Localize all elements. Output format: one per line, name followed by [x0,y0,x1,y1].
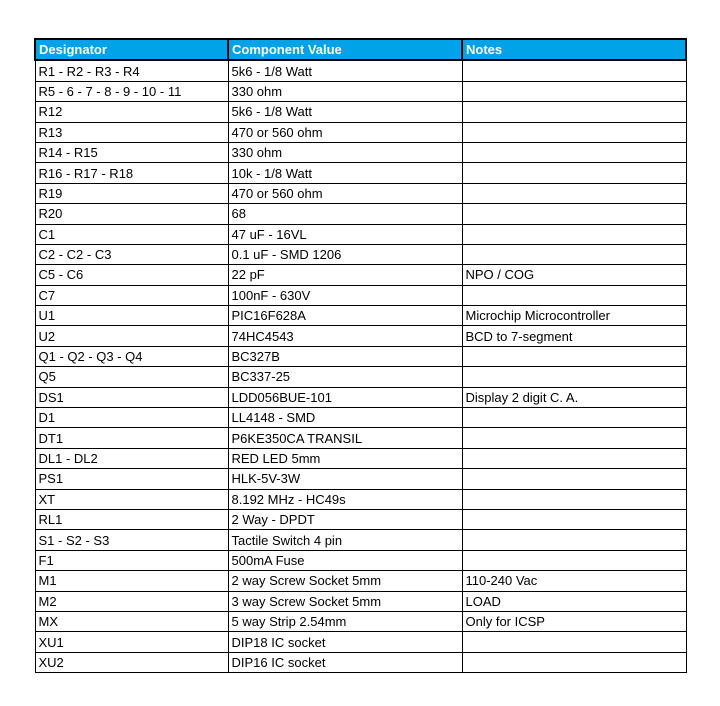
designator-cell: U2 [35,326,228,346]
designator-cell: DL1 - DL2 [35,448,228,468]
designator-cell: DT1 [35,428,228,448]
table-row [35,306,686,326]
table-row [35,652,686,672]
component-value-cell: HLK-5V-3W [228,469,462,489]
table-row [35,509,686,529]
component-value-cell: P6KE350CA TRANSIL [228,428,462,448]
component-value-cell: LL4148 - SMD [228,408,462,428]
designator-cell: U1 [35,306,228,326]
notes-cell [462,244,686,264]
header-row [35,39,686,60]
table-row [35,469,686,489]
notes-cell [462,204,686,224]
component-value-cell: DIP18 IC socket [228,632,462,652]
notes-cell [462,448,686,468]
notes-cell: 110-240 Vac [462,571,686,591]
table-row [35,81,686,101]
designator-cell: C7 [35,285,228,305]
notes-cell [462,183,686,203]
table-row [35,265,686,285]
table-row [35,142,686,162]
notes-cell [462,469,686,489]
designator-cell: MX [35,611,228,631]
notes-cell [462,367,686,387]
designator-cell: PS1 [35,469,228,489]
component-value-cell: 10k - 1/8 Watt [228,163,462,183]
designator-cell: C2 - C2 - C3 [35,244,228,264]
designator-cell: R1 - R2 - R3 - R4 [35,60,228,81]
designator-cell: R5 - 6 - 7 - 8 - 9 - 10 - 11 [35,81,228,101]
component-value-cell: 3 way Screw Socket 5mm [228,591,462,611]
component-value-cell: 74HC4543 [228,326,462,346]
header-component-value: Component Value [228,39,462,60]
component-value-cell: 500mA Fuse [228,550,462,570]
table-row [35,632,686,652]
notes-cell: Only for ICSP [462,611,686,631]
designator-cell: R20 [35,204,228,224]
designator-cell: XU2 [35,652,228,672]
component-value-cell: 100nF - 630V [228,285,462,305]
table-row [35,571,686,591]
table-row [35,204,686,224]
designator-cell: Q1 - Q2 - Q3 - Q4 [35,346,228,366]
notes-cell [462,652,686,672]
component-value-cell: 470 or 560 ohm [228,122,462,142]
component-value-cell: 330 ohm [228,81,462,101]
notes-cell [462,224,686,244]
designator-cell: R12 [35,102,228,122]
designator-cell: DS1 [35,387,228,407]
designator-cell: R14 - R15 [35,142,228,162]
table-row [35,285,686,305]
component-value-cell: 470 or 560 ohm [228,183,462,203]
notes-cell [462,550,686,570]
table-row [35,183,686,203]
notes-cell: Microchip Microcontroller [462,306,686,326]
designator-cell: C1 [35,224,228,244]
designator-cell: R19 [35,183,228,203]
notes-cell [462,163,686,183]
notes-cell [462,408,686,428]
table-row [35,60,686,81]
component-value-cell: DIP16 IC socket [228,652,462,672]
notes-cell: LOAD [462,591,686,611]
table-row [35,367,686,387]
notes-cell [462,509,686,529]
table-row [35,326,686,346]
component-value-cell: 8.192 MHz - HC49s [228,489,462,509]
notes-cell [462,122,686,142]
designator-cell: XT [35,489,228,509]
table-row [35,122,686,142]
designator-cell: R16 - R17 - R18 [35,163,228,183]
designator-cell: R13 [35,122,228,142]
designator-cell: S1 - S2 - S3 [35,530,228,550]
notes-cell: BCD to 7-segment [462,326,686,346]
header-designator: Designator [35,39,228,60]
table-row [35,163,686,183]
table-row [35,408,686,428]
notes-cell [462,428,686,448]
notes-cell: NPO / COG [462,265,686,285]
table-row [35,224,686,244]
table-row [35,448,686,468]
notes-cell [462,102,686,122]
component-value-cell: 5k6 - 1/8 Watt [228,60,462,81]
component-value-cell: 330 ohm [228,142,462,162]
component-value-cell: BC327B [228,346,462,366]
designator-cell: M2 [35,591,228,611]
notes-cell [462,81,686,101]
designator-cell: Q5 [35,367,228,387]
notes-cell: Display 2 digit C. A. [462,387,686,407]
table-row [35,550,686,570]
designator-cell: D1 [35,408,228,428]
table-row [35,102,686,122]
notes-cell [462,142,686,162]
component-value-cell: 2 way Screw Socket 5mm [228,571,462,591]
component-value-cell: 2 Way - DPDT [228,509,462,529]
notes-cell [462,489,686,509]
header-notes: Notes [462,39,686,60]
notes-cell [462,285,686,305]
component-value-cell: PIC16F628A [228,306,462,326]
component-value-cell: 22 pF [228,265,462,285]
component-value-cell: RED LED 5mm [228,448,462,468]
table-row [35,530,686,550]
table-row [35,591,686,611]
table-row [35,611,686,631]
designator-cell: M1 [35,571,228,591]
designator-cell: C5 - C6 [35,265,228,285]
bom-table [34,38,687,673]
designator-cell: F1 [35,550,228,570]
table-row [35,428,686,448]
component-value-cell: 5k6 - 1/8 Watt [228,102,462,122]
notes-cell [462,60,686,81]
component-value-cell: 47 uF - 16VL [228,224,462,244]
component-value-cell: Tactile Switch 4 pin [228,530,462,550]
component-value-cell: LDD056BUE-101 [228,387,462,407]
designator-cell: XU1 [35,632,228,652]
table-body [35,60,686,672]
table-row [35,346,686,366]
notes-cell [462,632,686,652]
notes-cell [462,530,686,550]
component-value-cell: 68 [228,204,462,224]
component-value-cell: BC337-25 [228,367,462,387]
component-value-cell: 5 way Strip 2.54mm [228,611,462,631]
table-row [35,387,686,407]
component-value-cell: 0.1 uF - SMD 1206 [228,244,462,264]
table-row [35,244,686,264]
notes-cell [462,346,686,366]
table-row [35,489,686,509]
designator-cell: RL1 [35,509,228,529]
table-header [35,39,686,60]
